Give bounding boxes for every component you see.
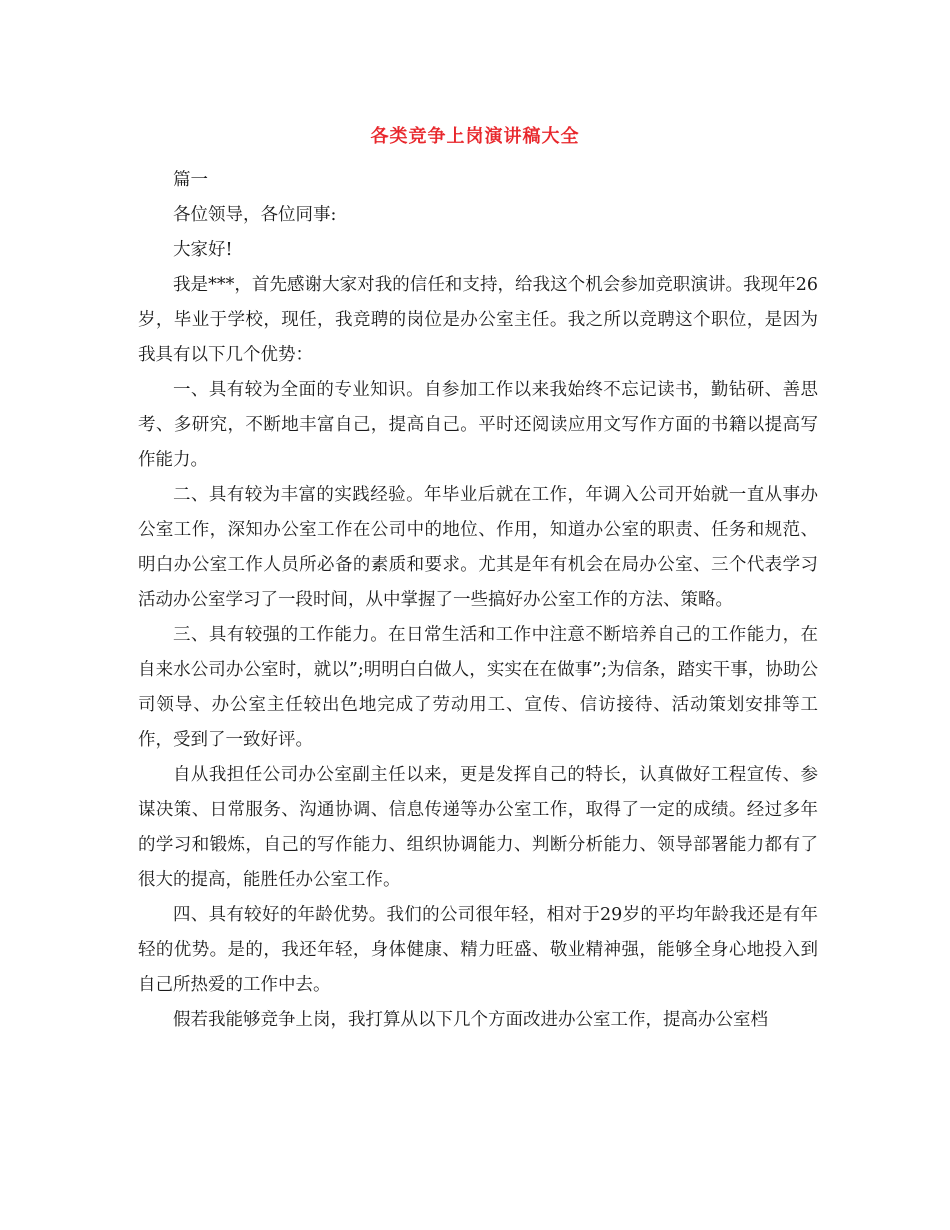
paragraph: 假若我能够竞争上岗，我打算从以下几个方面改进办公室工作，提高办公室档: [173, 1010, 768, 1030]
document-body: [138, 163, 818, 1038]
document-title: 各类竞争上岗演讲稿大全: [370, 126, 580, 147]
paragraph: 我是***，首先感谢大家对我的信任和支持，给我这个机会参加竞职演讲。我现年26岁，毕业于学校，现任，我竞聘的岗位是办公室主任。我之所以竞聘这个职位，是因为我具有以下几个优势：: [138, 275, 818, 365]
paragraph: 四、具有较好的年龄优势。我们的公司很年轻，相对于29岁的平均年龄我还是有年轻的优势。是的，我还年轻，身体健康、精力旺盛、敬业精神强，能够全身心地投入到自己所热爱的工作中去。: [138, 905, 818, 995]
paragraph: 各位领导，各位同事:: [173, 205, 337, 225]
paragraph: 篇一: [173, 170, 208, 190]
paragraph: 二、具有较为丰富的实践经验。年毕业后就在工作，年调入公司开始就一直从事办公室工作，深知办公室工作在公司中的地位、作用，知道办公室的职责、任务和规范、明白办公室工作人员所必备的素质和要求。尤其是年有机会在局办公室、三个代表学习活动办公室学习了一段时间，从中掌握了一些搞好办公室工作的方法、策略。: [138, 485, 818, 610]
paragraph: 一、具有较为全面的专业知识。自参加工作以来我始终不忘记读书，勤钻研、善思考、多研究，不断地丰富自己，提高自己。平时还阅读应用文写作方面的书籍以提高写作能力。: [138, 380, 818, 470]
paragraph: 大家好!: [173, 240, 233, 260]
paragraph: 三、具有较强的工作能力。在日常生活和工作中注意不断培养自己的工作能力，在自来水公司办公室时，就以”;明明白白做人，实实在在做事”;为信条，踏实干事，协助公司领导、办公室主任较出色地完成了劳动用工、宣传、信访接待、活动策划安排等工作，受到了一致好评。: [138, 625, 818, 750]
paragraph: 自从我担任公司办公室副主任以来，更是发挥自己的特长，认真做好工程宣传、参谋决策、日常服务、沟通协调、信息传递等办公室工作，取得了一定的成绩。经过多年的学习和锻炼，自己的写作能力、组织协调能力、判断分析能力、领导部署能力都有了很大的提高，能胜任办公室工作。: [138, 765, 818, 890]
